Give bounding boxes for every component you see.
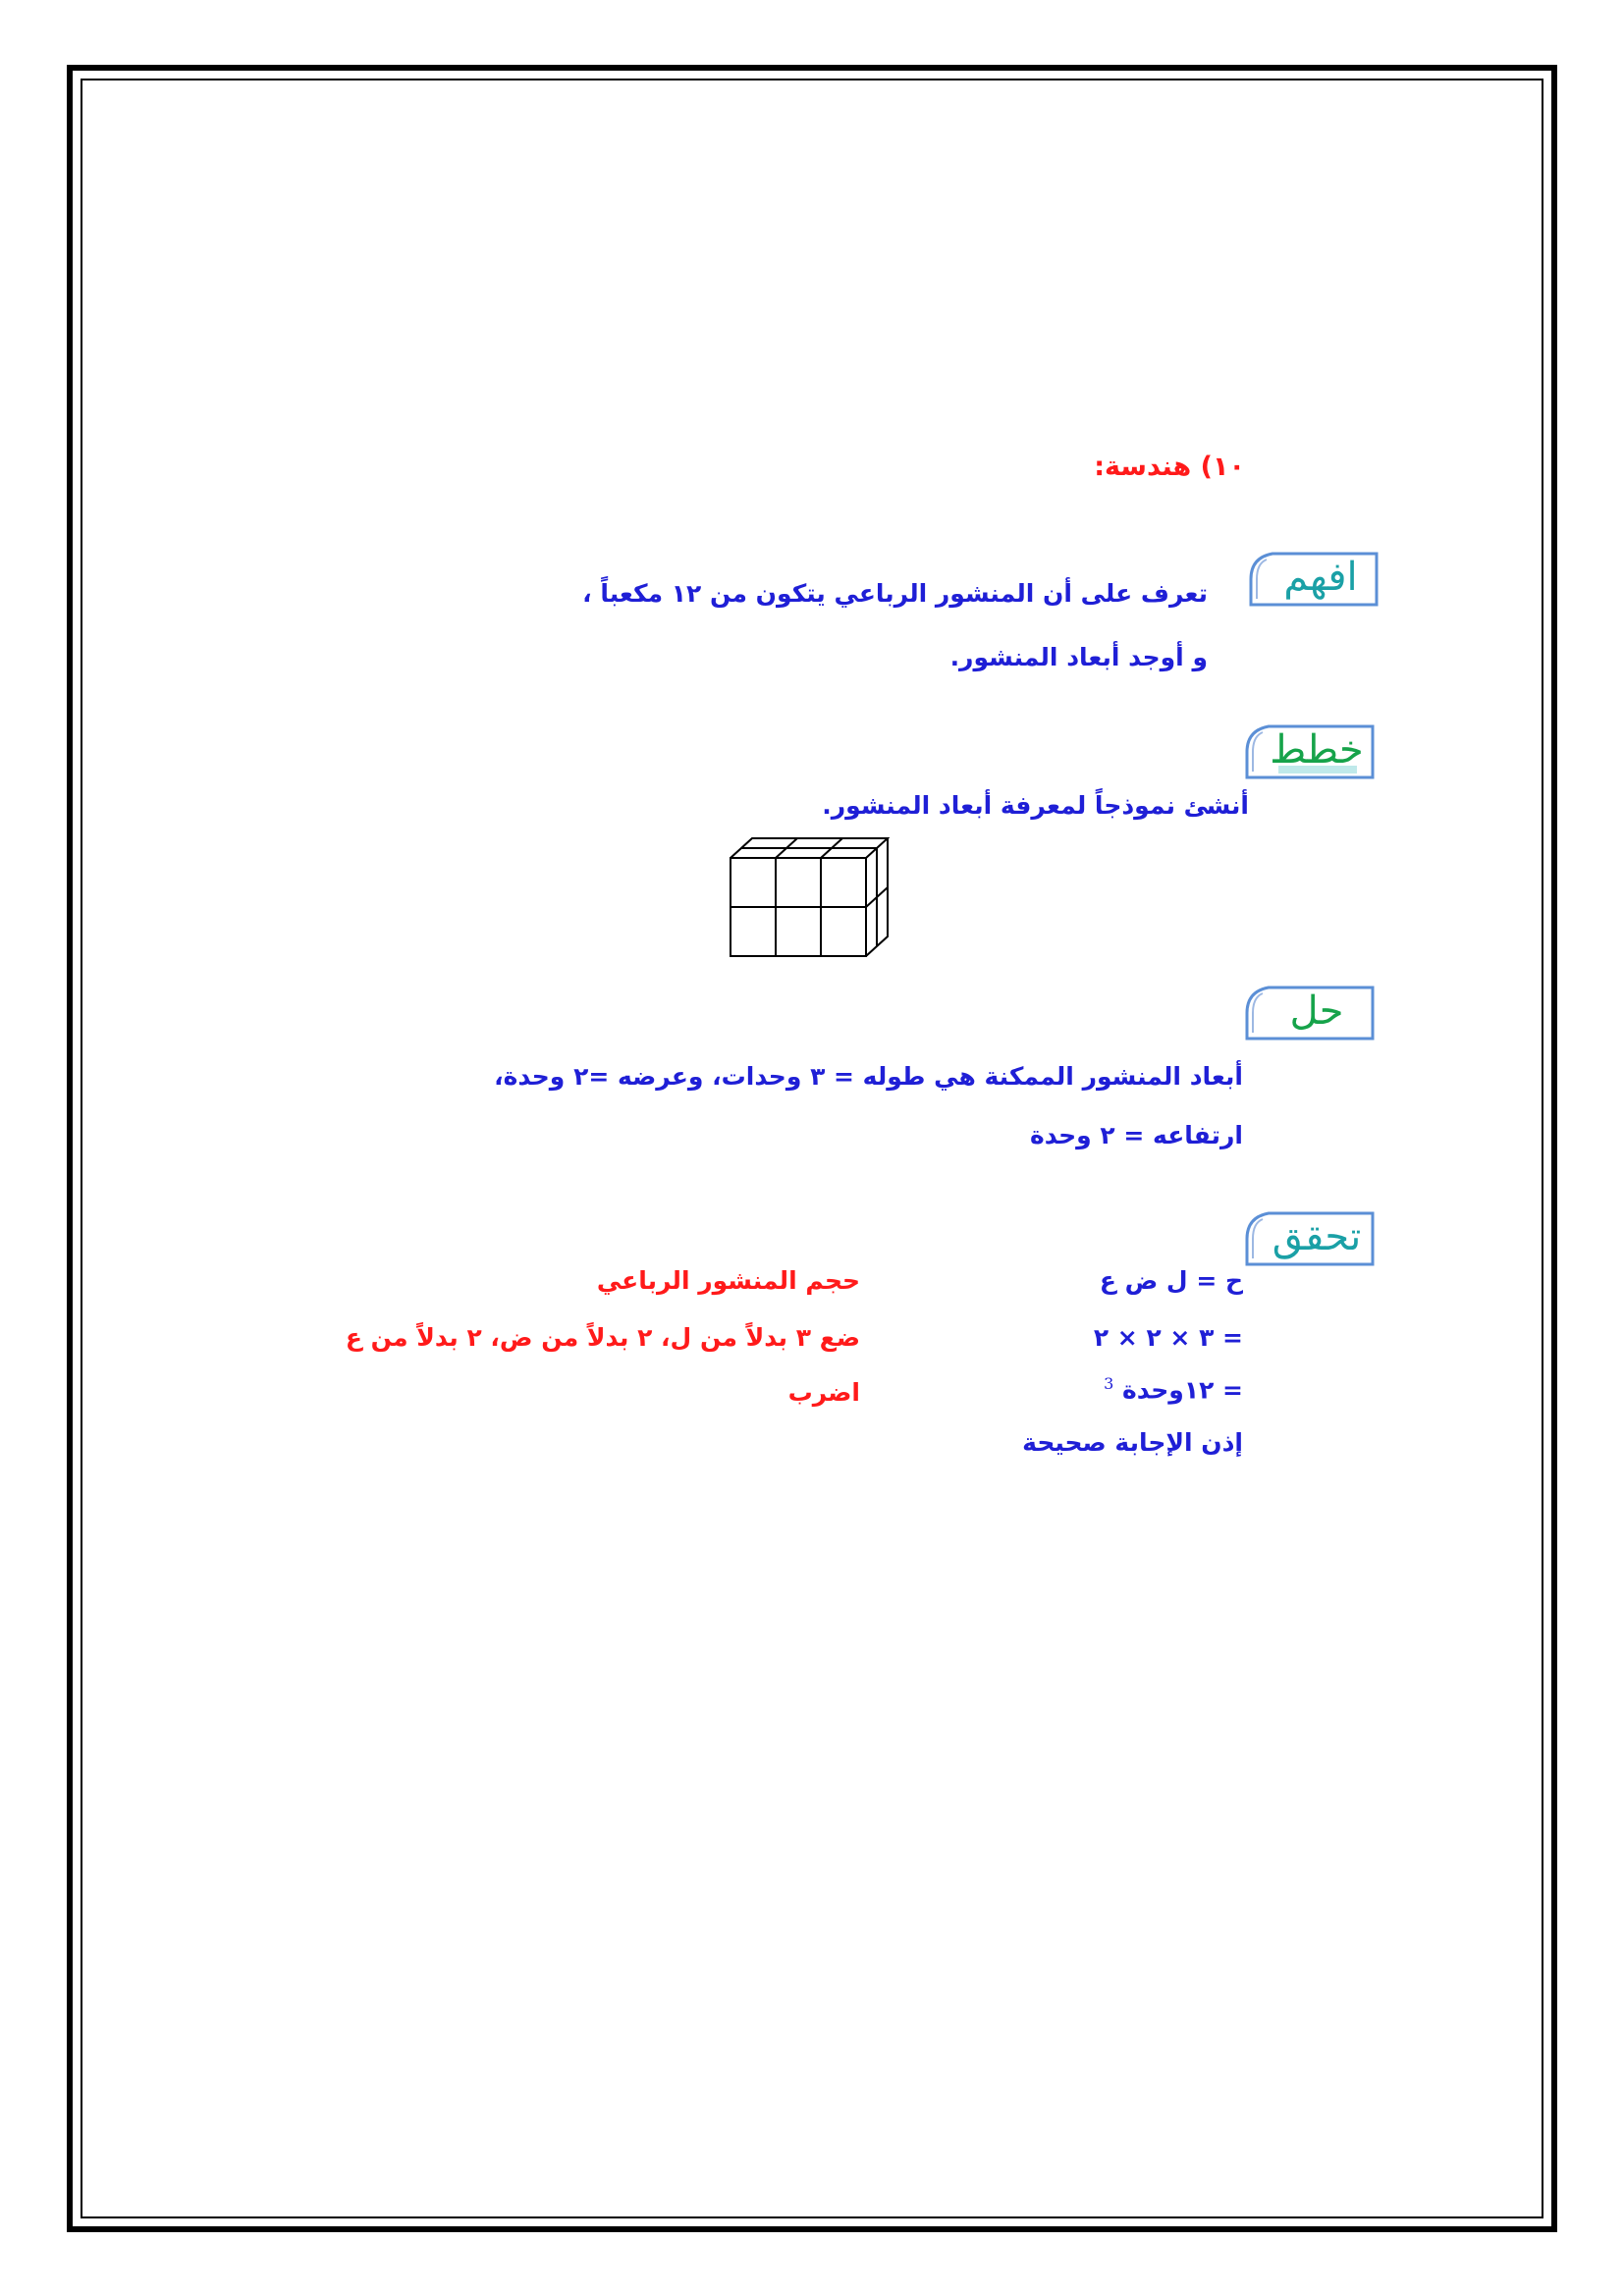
check-step-2 <box>1104 1374 1243 1404</box>
check-note-substitute: ضع ٣ بدلاً من ل، ٢ بدلاً من ض، ٢ بدلاً من ع <box>345 1323 860 1352</box>
plan-line-1: أنشئ نموذجاً لمعرفة أبعاد المنشور. <box>822 791 1249 820</box>
check-badge-label: تحقق <box>1272 1214 1362 1259</box>
check-step-2-exponent: 3 <box>1104 1374 1114 1393</box>
solve-line-2: ارتفاعه = ٢ وحدة <box>1029 1121 1243 1149</box>
check-formula: ح = ل ض ع <box>1099 1266 1243 1295</box>
understand-line-2: و أوجد أبعاد المنشور. <box>949 643 1208 671</box>
check-conclusion: إذن الإجابة صحيحة <box>1022 1428 1243 1457</box>
check-step-1: = ٣ × ٢ × ٢ <box>1093 1323 1243 1352</box>
plan-badge <box>1239 722 1377 781</box>
check-step-2-text: = ١٢وحدة <box>1122 1375 1243 1405</box>
page-border-inner <box>81 79 1543 2218</box>
problem-heading: ١٠) هندسة: <box>1094 452 1245 482</box>
rectangular-prism-figure <box>729 836 890 958</box>
check-note-multiply: اضرب <box>787 1378 860 1407</box>
check-note-title: حجم المنشور الرباعي <box>596 1266 860 1295</box>
understand-line-1: تعرف على أن المنشور الرباعي يتكون من ١٢ مكعباً ، <box>582 579 1208 608</box>
solve-line-1: أبعاد المنشور الممكنة هي طوله = ٣ وحدات، وعرضه =٢ وحدة، <box>494 1062 1243 1091</box>
understand-badge-label: افهم <box>1283 555 1358 600</box>
understand-badge <box>1243 550 1380 609</box>
plan-badge-label: خطط <box>1270 727 1364 773</box>
solve-badge <box>1239 984 1377 1042</box>
solve-badge-label: حل <box>1289 988 1344 1034</box>
check-badge <box>1239 1209 1377 1268</box>
